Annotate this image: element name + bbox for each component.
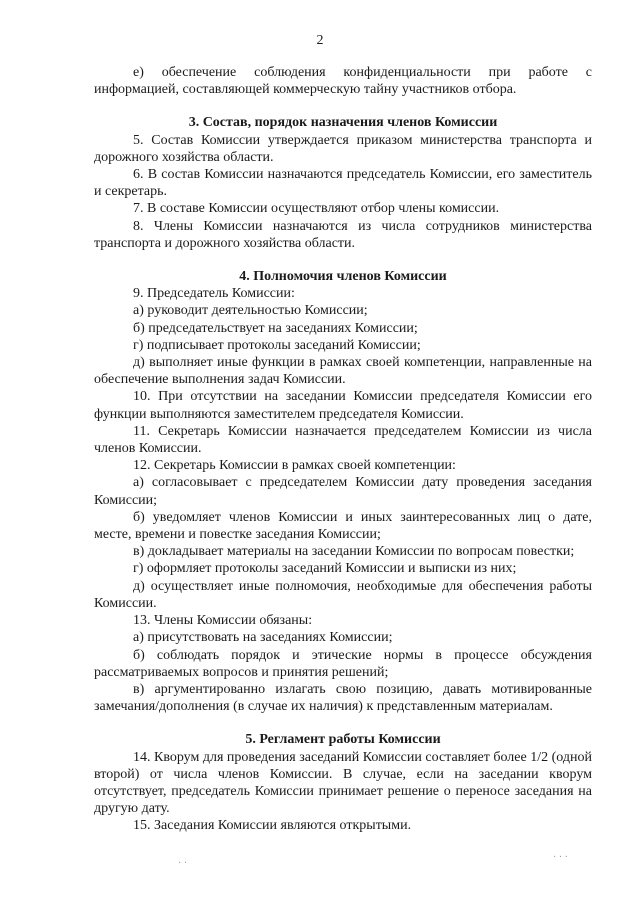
paragraph: 5. Состав Комиссии утверждается приказом министерства транспорта и дорожного хозяйства области. — [94, 132, 592, 165]
paragraph: г) оформляет протоколы заседаний Комиссии и выписки из них; — [133, 561, 517, 577]
section-spacer — [94, 252, 592, 268]
paragraph: 15. Заседания Комиссии являются открытыми. — [133, 818, 412, 834]
paragraph: д) выполняет иные функции в рамках своей компетенции, направленные на обеспечение выполнения задач Комиссии. — [94, 355, 592, 388]
paragraph: а) руководит деятельностью Комиссии; — [133, 303, 368, 319]
section-heading: 3. Состав, порядок назначения членов Комиссии — [188, 115, 498, 131]
paragraph: е) обеспечение соблюдения конфиденциальности при работе с информацией, составляющей коммерческую тайну участников отбора. — [94, 65, 592, 98]
paragraph: б) уведомляет членов Комиссии и иных заинтересованных лиц о дате, месте, времени и повестке заседания Комиссии; — [94, 509, 592, 543]
paragraph: а) согласовывает с председателем Комиссии дату проведения заседания Комиссии; — [94, 475, 592, 508]
paragraph: 7. В составе Комиссии осуществляют отбор члены комиссии. — [133, 201, 500, 217]
paragraph: а) присутствовать на заседаниях Комиссии; — [133, 630, 393, 646]
section-heading: 4. Полномочия членов Комиссии — [239, 269, 447, 285]
section-spacer — [94, 98, 592, 114]
paragraph: б) соблюдать порядок и этические нормы в процессе обсуждения рассматриваемых вопросов и принятия решений; — [94, 647, 592, 680]
paragraph: 8. Члены Комиссии назначаются из числа сотрудников министерства транспорта и дорожного хозяйства области. — [94, 218, 592, 251]
document-body — [94, 64, 592, 835]
paragraph: г) подписывает протоколы заседаний Комиссии; — [133, 337, 421, 353]
paragraph: д) осуществляет иные полномочия, необходимые для обеспечения работы Комиссии. — [94, 578, 592, 611]
paragraph: в) аргументированно излагать свою позицию, давать мотивированные замечания/дополнения (в случае их наличия) к представленным материалам. — [94, 681, 592, 715]
section-heading: 5. Регламент работы Комиссии — [245, 732, 441, 748]
paragraph: 10. При отсутствии на заседании Комиссии председателя Комиссии его функции выполняются заместителем председателя Комиссии. — [94, 389, 592, 422]
paragraph: 11. Секретарь Комиссии назначается председателем Комиссии из числа членов Комиссии. — [94, 423, 592, 457]
page-number: 2 — [316, 33, 324, 48]
scan-speck: · · — [178, 858, 188, 869]
paragraph: 12. Секретарь Комиссии в рамках своей компетенции: — [133, 458, 456, 474]
scan-speck: · · · — [553, 852, 568, 863]
paragraph: в) докладывает материалы на заседании Комиссии по вопросам повестки; — [133, 544, 575, 560]
paragraph: 13. Члены Комиссии обязаны: — [133, 613, 313, 629]
paragraph: б) председательствует на заседаниях Комиссии; — [133, 320, 418, 336]
paragraph: 9. Председатель Комиссии: — [133, 286, 295, 302]
paragraph: 14. Кворум для проведения заседаний Комиссии составляет более 1/2 (одной второй) от числа членов Комиссии. В случае, если на заседании кворум отсутствует, председатель Комиссии принимает решение о переносе заседания на другую дату. — [94, 749, 592, 817]
section-spacer — [94, 715, 592, 731]
paragraph: 6. В состав Комиссии назначаются председатель Комиссии, его заместитель и секретарь. — [94, 167, 592, 200]
